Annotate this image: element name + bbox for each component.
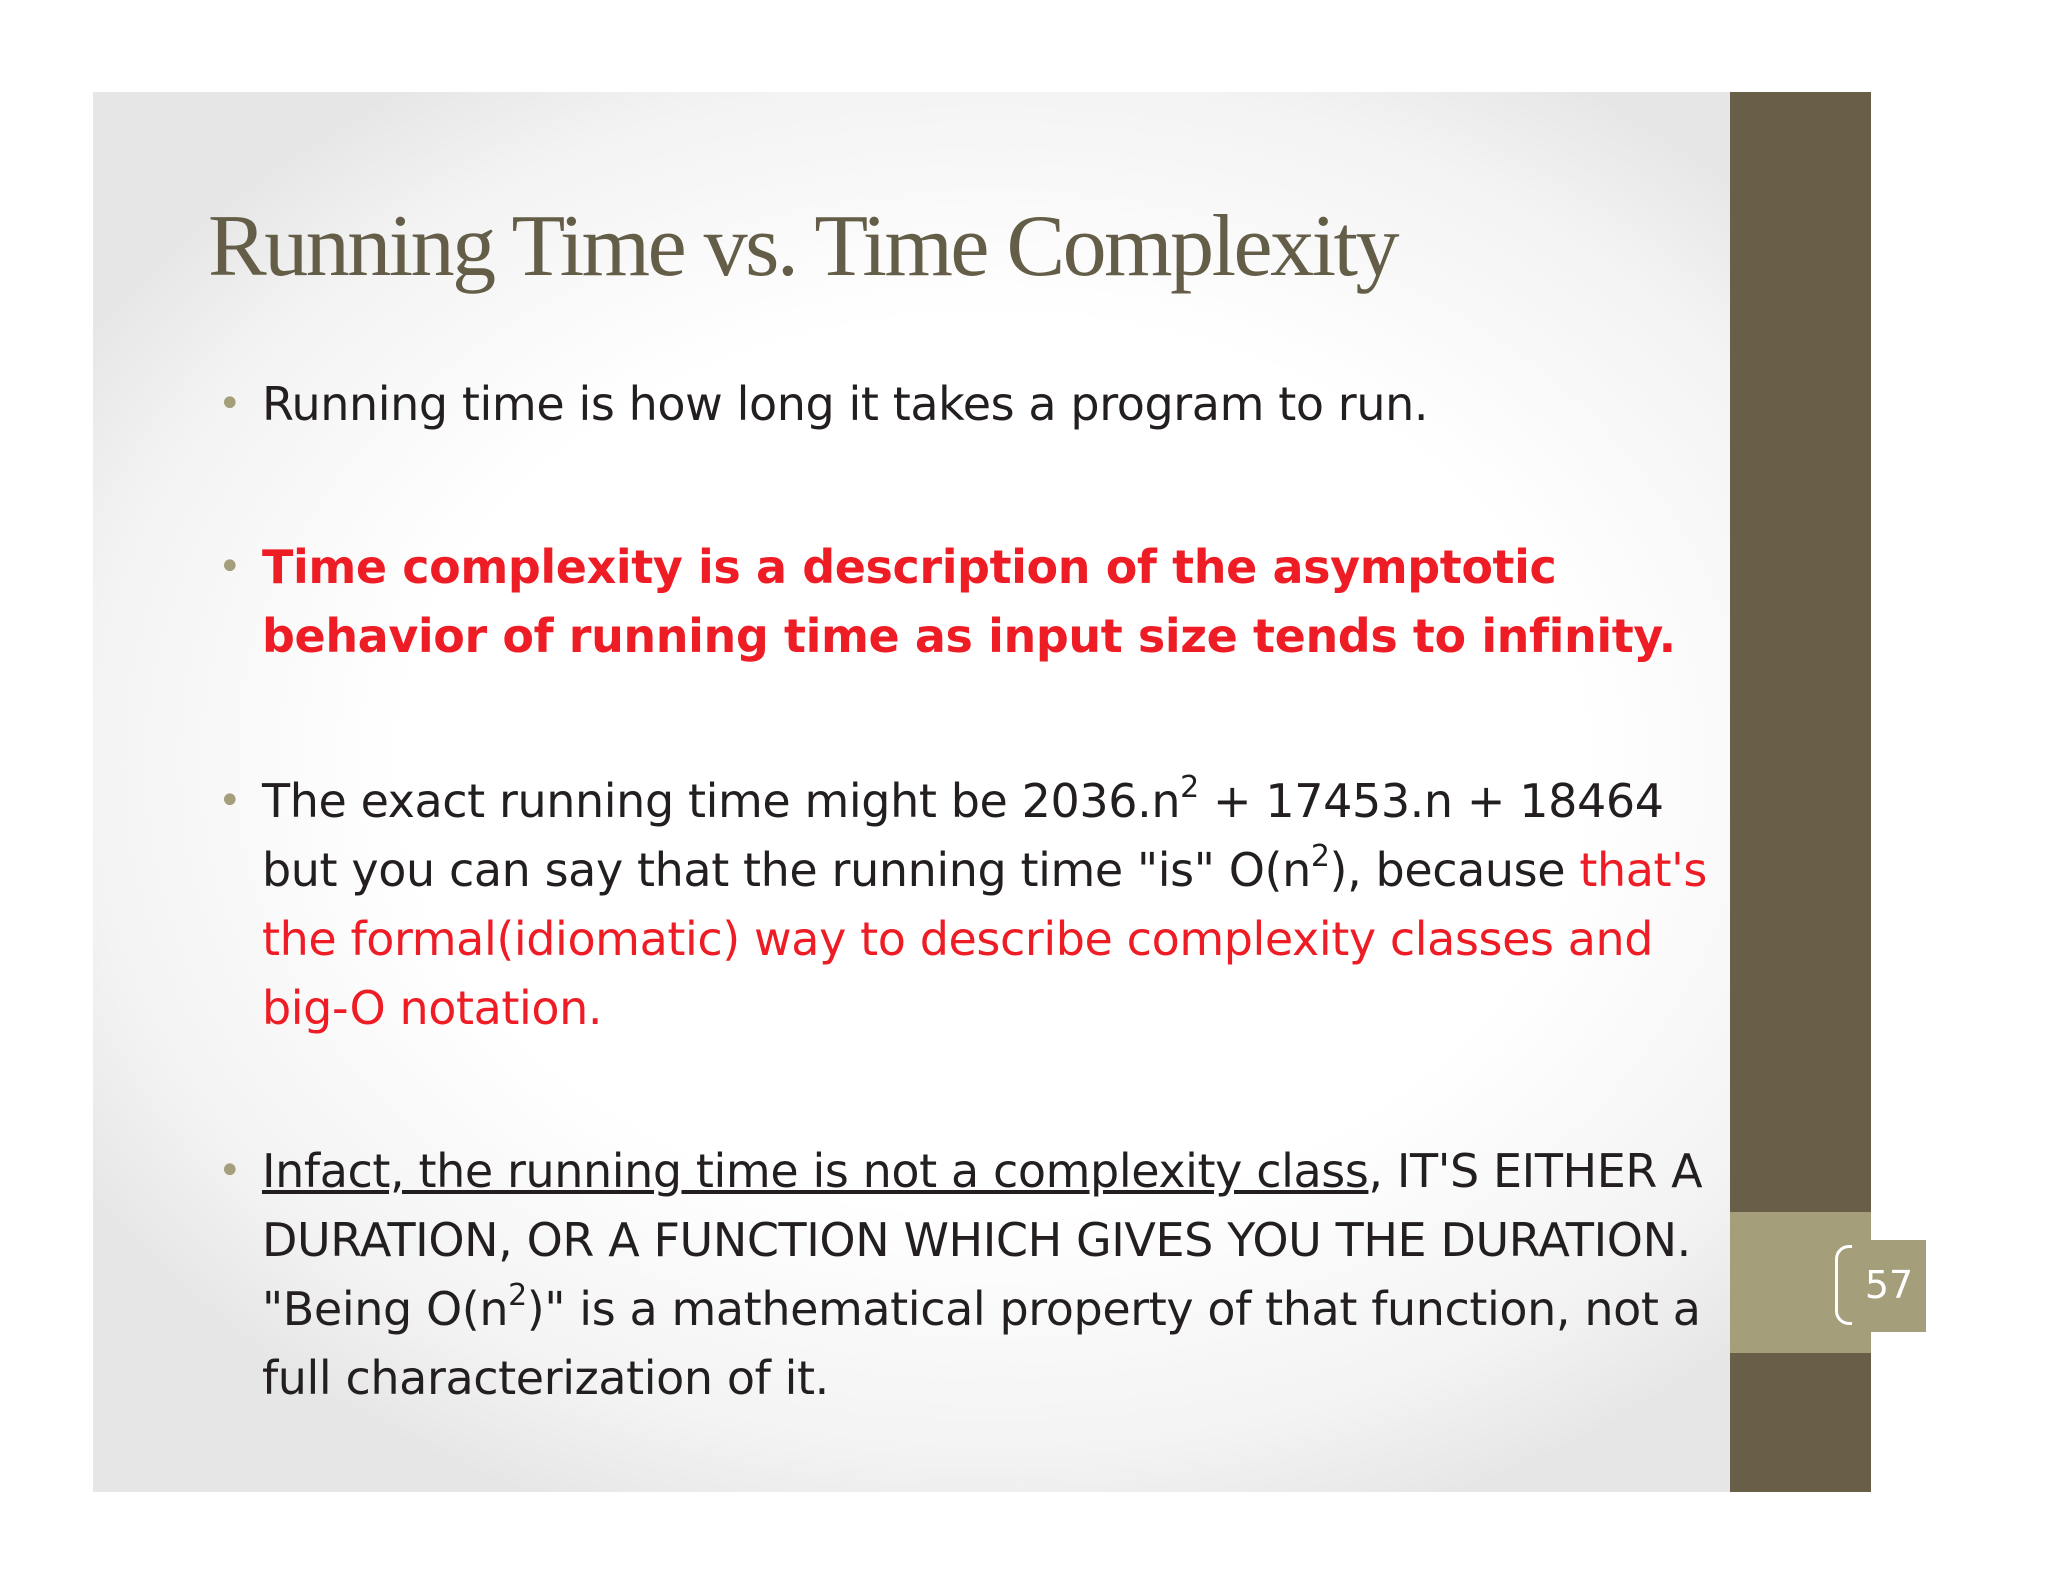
bullet-text: Time complexity is a description of the asymptotic behavior of running time as input size tends to infinity. <box>262 540 1676 663</box>
bullet-text-part1: , IT'S EITHER A DURATION, OR A FUNCTION WHICH GIVES YOU THE DURATION. "Being O(n <box>262 1144 1703 1336</box>
bullet-item-running-time <box>218 370 1742 439</box>
bullet-dot-icon: • <box>218 381 242 427</box>
superscript: 2 <box>508 1277 527 1313</box>
bullet-text-emphasis: that's the formal(idiomatic) way to describe complexity classes and big-O notation. <box>262 843 1707 1035</box>
bullet-item-infact <box>218 1137 1742 1413</box>
bullet-dot-icon: • <box>218 778 242 824</box>
bullet-item-time-complexity <box>218 533 1742 671</box>
slide-number: 57 <box>1864 1263 1914 1307</box>
bullet-text-part2: )" is a mathematical property of that function, not a full characterization of it. <box>262 1282 1701 1405</box>
bullet-item-exact-running-time <box>218 767 1742 1043</box>
bullet-text-part2: + 17453.n + 18464 but you can say that the running time "is" O(n <box>262 774 1664 897</box>
bullet-text-part3: ), because <box>1329 843 1580 897</box>
bullet-text-part1: The exact running time might be 2036.n <box>262 774 1181 828</box>
bullet-dot-icon: • <box>218 544 242 590</box>
superscript: 2 <box>1180 769 1199 805</box>
bullet-dot-icon: • <box>218 1148 242 1194</box>
bullet-text: Running time is how long it takes a program to run. <box>262 377 1429 431</box>
slide-title: Running Time vs. Time Complexity <box>208 198 1397 295</box>
bullet-text-underlined: Infact, the running time is not a complexity class <box>262 1144 1369 1198</box>
superscript: 2 <box>1310 838 1330 874</box>
